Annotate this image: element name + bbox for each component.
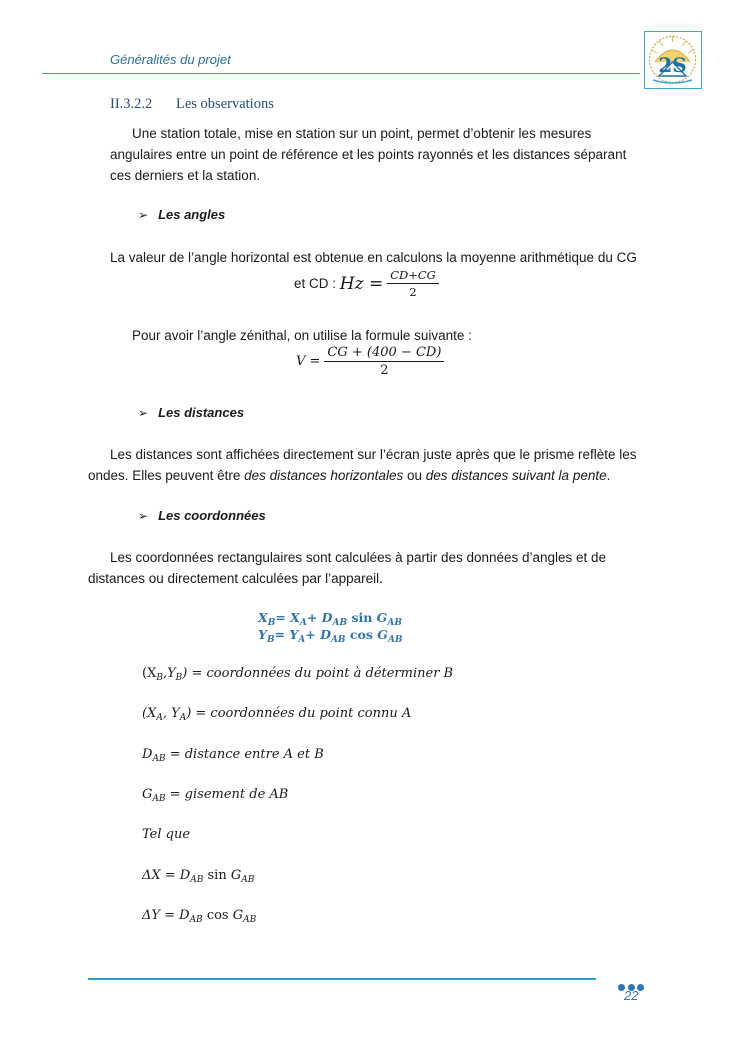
v-denominator: 2 bbox=[380, 363, 389, 378]
bullet-angles-label: Les angles bbox=[158, 207, 226, 222]
distances-text-e: . bbox=[606, 468, 611, 483]
yb-eq: = Y bbox=[274, 627, 299, 642]
d1-open: (X bbox=[142, 666, 157, 681]
xb-sub-g: AB bbox=[387, 618, 402, 628]
d2-sub2: A bbox=[179, 713, 187, 723]
d2-open: (X bbox=[142, 706, 157, 721]
v-fraction bbox=[324, 345, 444, 378]
d4-sym: G bbox=[142, 787, 153, 802]
dx-g: G bbox=[230, 868, 242, 883]
xb-eq: = X bbox=[275, 610, 300, 625]
dy-sub2: AB bbox=[243, 915, 257, 925]
intro-line-3: ces derniers et la station. bbox=[110, 168, 261, 183]
yb-sub-g: AB bbox=[387, 635, 403, 645]
d4-rest: = gisement de AB bbox=[165, 787, 289, 802]
formula-xb bbox=[258, 610, 402, 628]
xb-fn: sin bbox=[347, 610, 377, 625]
angles-text: La valeur de l’angle horizontal est obtenue en calculons la moyenne arithmétique du CG bbox=[110, 250, 637, 265]
dx-sub2: AB bbox=[241, 875, 255, 885]
section-number: II.3.2.2 bbox=[110, 96, 153, 112]
hz-fraction bbox=[387, 268, 439, 299]
dy-sub1: AB bbox=[189, 915, 203, 925]
intro-line-2: angulaires entre un point de référence et les points rayonnés et les distances séparant bbox=[110, 147, 627, 162]
distances-line-2 bbox=[88, 465, 610, 486]
dy-lhs: ΔY = D bbox=[142, 908, 190, 923]
yb-sub-a: A bbox=[298, 635, 306, 645]
dy-fn: cos bbox=[202, 908, 233, 923]
xb-sub: B bbox=[267, 618, 276, 628]
section-title: Les observations bbox=[176, 96, 274, 112]
bullet-angles bbox=[138, 207, 225, 222]
running-header-title: Généralités du projet bbox=[110, 52, 231, 67]
dy-g: G bbox=[232, 908, 244, 923]
v-lhs: V = bbox=[296, 354, 321, 369]
bullet-arrow-icon: ➢ bbox=[138, 406, 149, 420]
d1-mid: ,Y bbox=[162, 666, 176, 681]
university-logo bbox=[644, 31, 702, 89]
definition-xa-ya bbox=[142, 706, 411, 723]
xb-g: G bbox=[376, 610, 388, 625]
formula-delta-x bbox=[142, 868, 254, 885]
definition-gab bbox=[142, 787, 288, 804]
dx-sub1: AB bbox=[190, 875, 204, 885]
d3-sub: AB bbox=[152, 754, 166, 764]
distances-line-1: Les distances sont affichées directement sur l’écran juste après que le prisme reflète les bbox=[110, 447, 637, 462]
d2-sub1: A bbox=[156, 713, 163, 723]
d3-rest: = distance entre A et B bbox=[165, 747, 324, 762]
distances-text-c: ou bbox=[403, 468, 426, 483]
v-formula bbox=[296, 345, 444, 378]
xb-plus-d: + D bbox=[306, 610, 333, 625]
bullet-distances-label: Les distances bbox=[158, 405, 245, 420]
definition-dab bbox=[142, 747, 324, 764]
svg-text:2S: 2S bbox=[658, 53, 687, 77]
tel-que: Tel que bbox=[142, 827, 191, 842]
formula-yb bbox=[258, 627, 403, 645]
coords-line-2: distances ou directement calculées par l’appareil. bbox=[88, 571, 383, 586]
d3-sym: D bbox=[142, 747, 153, 762]
yb-sub: B bbox=[266, 635, 275, 645]
bullet-coordinates-label: Les coordonnées bbox=[158, 508, 266, 523]
dx-lhs: ΔX = D bbox=[142, 868, 191, 883]
bullet-arrow-icon: ➢ bbox=[138, 509, 149, 523]
distances-slope: des distances suivant la pente bbox=[425, 468, 607, 483]
yb-g: G bbox=[377, 627, 388, 642]
zenith-text: Pour avoir l’angle zénithal, on utilise la formule suivante : bbox=[132, 328, 472, 343]
d1-sub1: B bbox=[156, 673, 163, 683]
d2-mid: , Y bbox=[162, 706, 180, 721]
hz-denominator: 2 bbox=[409, 285, 417, 299]
hz-formula-line bbox=[294, 268, 439, 299]
d1-sub2: B bbox=[175, 673, 183, 683]
v-numerator: CG + (400 − CD) bbox=[324, 345, 444, 362]
coords-line-1: Les coordonnées rectangulaires sont calculées à partir des données d’angles et de bbox=[110, 550, 607, 565]
footer-rule bbox=[88, 978, 596, 980]
intro-line-1: Une station totale, mise en station sur un point, permet d’obtenir les mesures bbox=[132, 126, 592, 141]
bullet-coordinates bbox=[138, 508, 266, 523]
logo-emblem-icon bbox=[645, 32, 700, 87]
definition-xb-yb bbox=[142, 666, 453, 683]
dx-fn: sin bbox=[203, 868, 231, 883]
header-rule bbox=[42, 73, 640, 74]
hz-prefix: et CD : bbox=[294, 276, 340, 291]
hz-numerator: CD+CG bbox=[387, 268, 439, 284]
distances-horizontal: des distances horizontales bbox=[244, 468, 404, 483]
formula-delta-y bbox=[142, 908, 256, 925]
yb-plus-d: + D bbox=[305, 627, 331, 642]
page-number: 22 bbox=[624, 988, 639, 1003]
d4-sub: AB bbox=[152, 794, 166, 804]
d1-close: ) = coordonnées du point à déterminer B bbox=[182, 666, 454, 681]
yb-sub-ab: AB bbox=[330, 635, 346, 645]
xb-sub-ab: AB bbox=[332, 618, 348, 628]
xb-sub-a: A bbox=[299, 618, 307, 628]
distances-text-a: ondes. Elles peuvent être bbox=[88, 468, 245, 483]
bullet-arrow-icon: ➢ bbox=[138, 208, 149, 222]
hz-lhs: Hz = bbox=[339, 273, 384, 294]
xb-symbol: X bbox=[258, 610, 268, 625]
bullet-distances bbox=[138, 405, 244, 420]
yb-fn: cos bbox=[345, 627, 378, 642]
section-heading bbox=[110, 96, 274, 113]
d2-close: ) = coordonnées du point connu A bbox=[186, 706, 412, 721]
yb-symbol: Y bbox=[258, 627, 267, 642]
